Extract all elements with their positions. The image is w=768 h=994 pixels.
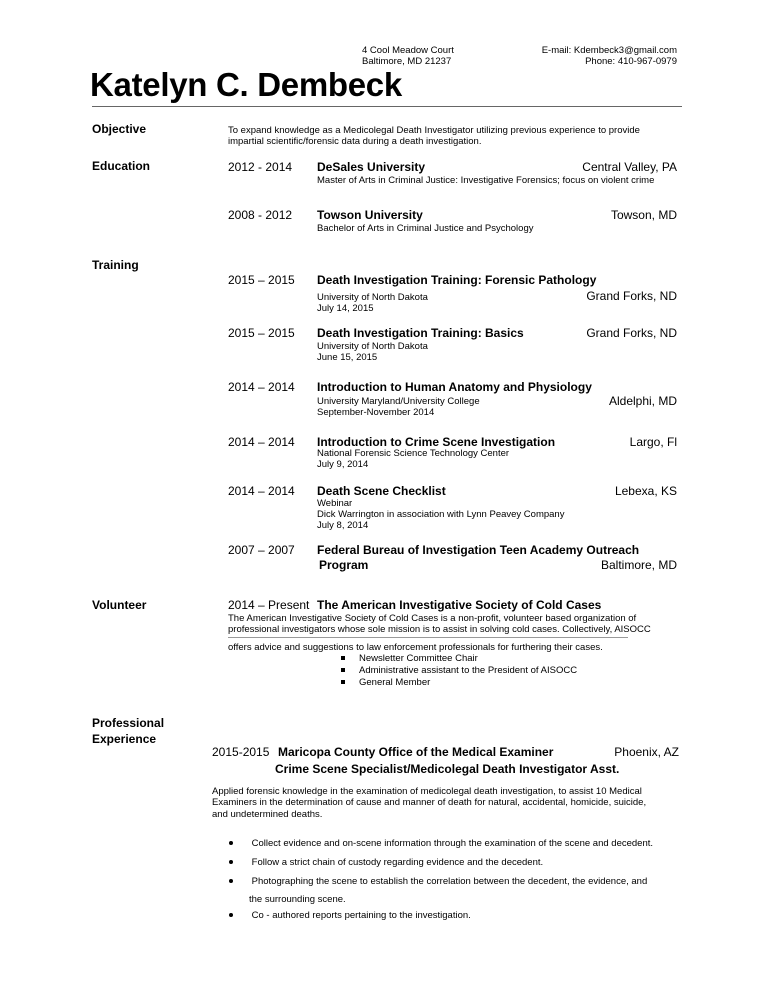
training-heading: Training [92,258,139,272]
training-title: Introduction to Crime Scene Investigation [317,435,556,449]
training-title: Introduction to Human Anatomy and Physiology [317,380,592,394]
resume-name: Katelyn C. Dembeck [90,66,402,103]
square-bullet-icon [341,656,345,660]
training-date: June 15, 2015 [317,352,378,363]
education-detail: Master of Arts in Criminal Justice: Investigative Forensics; focus on violent crime [317,175,655,186]
training-title: Federal Bureau of Investigation Teen Academy Outreach [317,543,640,557]
volunteer-dates: 2014 – Present [228,598,310,612]
training-date: July 8, 2014 [317,520,369,531]
round-bullet-icon [229,913,233,917]
volunteer-role: General Member [341,677,430,688]
education-detail: Bachelor of Arts in Criminal Justice and Psychology [317,223,534,234]
training-dates: 2014 – 2014 [228,435,295,449]
education-location: Central Valley, PA [582,160,677,174]
training-date: July 14, 2015 [317,303,374,314]
objective-line-2: impartial scientific/forensic data during a death investigation. [228,136,482,147]
training-institution: Dick Warrington in association with Lynn Peavey Company [317,509,565,520]
round-bullet-icon [229,841,233,845]
experience-bullet: Follow a strict chain of custody regarding evidence and the decedent. [229,857,543,868]
contact-phone: Phone: 410-967-0979 [585,56,677,67]
experience-description-2: Examiners in the determination of cause and manner of death for natural, accidental, homicide, suicide, [212,797,647,808]
experience-bullet: Photographing the scene to establish the correlation between the decedent, the evidence, and [229,876,647,887]
experience-dates: 2015-2015 [212,745,270,759]
experience-description-1: Applied forensic knowledge in the examination of medicolegal death investigation, to assist 10 Medical [212,786,642,797]
training-institution: University of North Dakota [317,292,428,303]
training-dates: 2014 – 2014 [228,380,295,394]
training-location: Grand Forks, ND [586,326,677,340]
volunteer-description-1: The American Investigative Society of Cold Cases is a non-profit, volunteer based organization of [228,613,637,624]
training-date: July 9, 2014 [317,459,369,470]
experience-bullet-continued: the surrounding scene. [249,894,346,905]
education-location: Towson, MD [610,208,677,222]
education-school: Towson University [317,208,423,222]
training-institution: National Forensic Science Technology Center [317,448,510,459]
volunteer-divider [228,637,628,638]
experience-heading-continued: Experience [92,732,157,746]
training-location: Lebexa, KS [614,484,677,498]
training-institution: University of North Dakota [317,341,428,352]
training-format: Webinar [317,498,353,509]
header-divider [92,106,682,107]
training-location: Baltimore, MD [600,558,677,572]
square-bullet-icon [341,668,345,672]
training-location: Largo, Fl [629,435,677,449]
volunteer-role: Administrative assistant to the President of AISOCC [341,665,577,676]
objective-heading: Objective [92,122,147,136]
education-school: DeSales University [317,160,426,174]
experience-employer: Maricopa County Office of the Medical Examiner [278,745,554,759]
training-date: September-November 2014 [317,407,435,418]
education-heading: Education [92,159,151,173]
objective-line-1: To expand knowledge as a Medicolegal Death Investigator utilizing previous experience to provide [228,125,640,136]
training-dates: 2015 – 2015 [228,326,295,340]
volunteer-description-3: offers advice and suggestions to law enforcement professionals for furthering their cases. [228,642,603,653]
volunteer-description-2: professional investigators whose sole mission is to assist in solving cold cases. Collectively, AISOCC [228,624,651,635]
training-dates: 2015 – 2015 [228,273,295,287]
volunteer-role: Newsletter Committee Chair [341,653,478,664]
experience-description-3: and undetermined deaths. [212,809,323,820]
round-bullet-icon [229,879,233,883]
experience-bullet: Collect evidence and on-scene information through the examination of the scene and decedent. [229,838,653,849]
training-title: Death Scene Checklist [317,484,446,498]
training-title: Death Investigation Training: Forensic Pathology [317,273,597,287]
training-institution: University Maryland/University College [317,396,480,407]
education-dates: 2008 - 2012 [228,208,293,222]
training-dates: 2007 – 2007 [228,543,295,557]
education-dates: 2012 - 2014 [228,160,293,174]
contact-email: E-mail: Kdembeck3@gmail.com [541,45,677,56]
volunteer-organization: The American Investigative Society of Cold Cases [317,598,602,612]
contact-city: Baltimore, MD 21237 [362,56,452,67]
square-bullet-icon [341,680,345,684]
volunteer-heading: Volunteer [92,598,147,612]
training-title-continued: Program [319,558,369,572]
contact-street: 4 Cool Meadow Court [362,45,454,56]
experience-bullet: Co - authored reports pertaining to the investigation. [229,910,471,921]
experience-heading: Professional [92,716,165,730]
experience-position: Crime Scene Specialist/Medicolegal Death Investigator Asst. [275,762,620,776]
training-dates: 2014 – 2014 [228,484,295,498]
training-title: Death Investigation Training: Basics [317,326,524,340]
training-location: Grand Forks, ND [586,289,677,303]
training-location: Aldelphi, MD [608,394,677,408]
round-bullet-icon [229,860,233,864]
experience-location: Phoenix, AZ [614,745,679,759]
